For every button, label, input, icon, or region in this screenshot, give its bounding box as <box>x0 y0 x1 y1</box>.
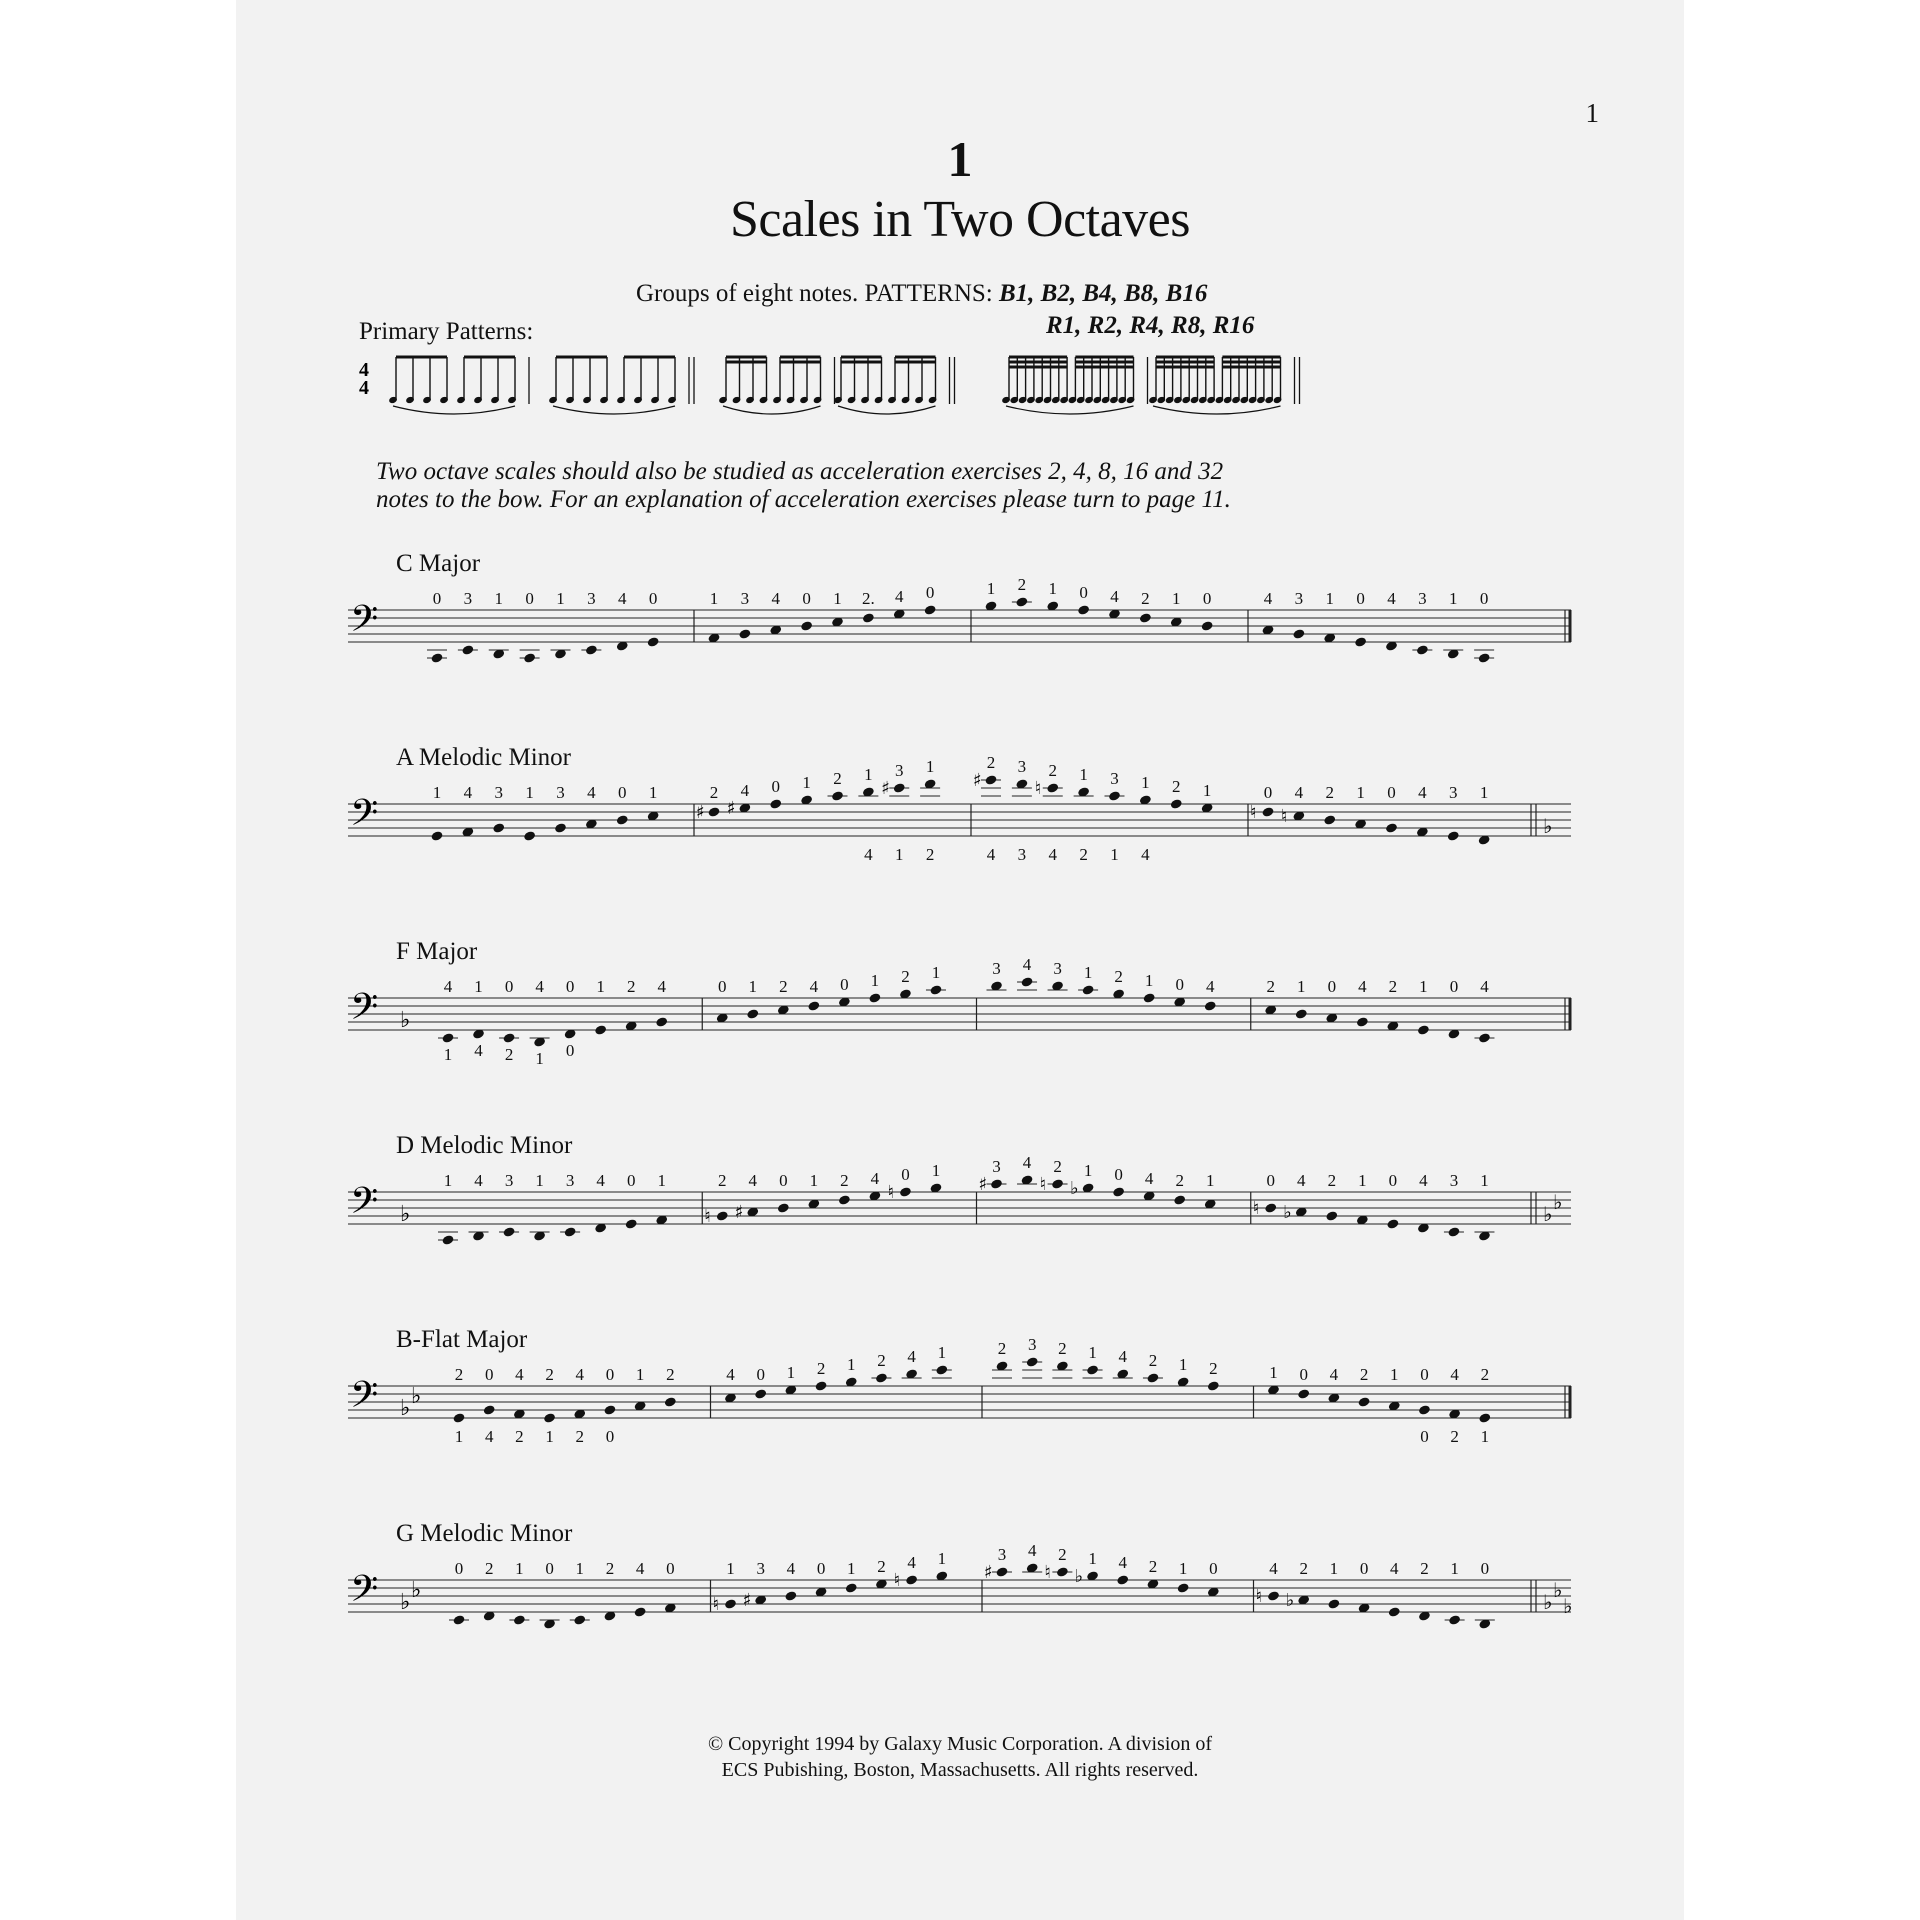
fingering-above: 1 <box>1178 1355 1188 1374</box>
fingering-above: 0 <box>1449 977 1459 996</box>
key-flat: ♭ <box>411 1383 422 1408</box>
fingering-above: 1 <box>648 783 658 802</box>
time-signature-bottom: 4 <box>359 377 369 399</box>
fingering-above: 4 <box>1418 783 1427 802</box>
fingering-below: 2 <box>504 1045 514 1064</box>
fingering-above: 4 <box>809 977 819 996</box>
notehead <box>1056 1566 1069 1578</box>
fingering-above: 1 <box>986 579 996 598</box>
fingering-above: 2 <box>1420 1559 1429 1578</box>
notehead <box>1448 1614 1461 1626</box>
fingering-above: 4 <box>748 1171 758 1190</box>
fingering-above: 1 <box>748 977 758 996</box>
bass-clef-icon: 𝄢 <box>350 1374 379 1425</box>
fingering-above: 3 <box>504 1171 514 1190</box>
notehead <box>1267 1590 1280 1602</box>
fingering-above: 0 <box>1388 1171 1398 1190</box>
accidental: ♭ <box>1070 1178 1079 1199</box>
fingering-below: 2 <box>575 1427 584 1446</box>
fingering-above: 2 <box>1359 1365 1369 1384</box>
fingering-below: 4 <box>986 845 996 864</box>
fingering-above: 1 <box>833 589 842 608</box>
fingering-above: 1 <box>1325 589 1334 608</box>
fingering-above: 1 <box>786 1363 796 1382</box>
fingering-above: 1 <box>937 1343 947 1362</box>
accidental: ♯ <box>734 1202 744 1223</box>
fingering-above: 3 <box>1027 1335 1037 1354</box>
fingering-above: 2 <box>454 1365 464 1384</box>
fingering-above: 2 <box>1327 1171 1337 1190</box>
fingering-above: 4 <box>895 587 904 606</box>
fingering-above: 1 <box>870 971 880 990</box>
fingering-below: 1 <box>895 845 904 864</box>
fingering-above: 0 <box>1114 1165 1123 1184</box>
notehead <box>1177 1582 1190 1594</box>
bass-clef-icon: 𝄢 <box>350 792 379 843</box>
key-flat: ♭ <box>400 1201 411 1226</box>
fingering-above: 4 <box>1205 977 1215 996</box>
notehead <box>1388 1606 1401 1618</box>
notehead <box>784 1590 797 1602</box>
fingering-above: 0 <box>648 589 658 608</box>
fingering-above: 2 <box>779 977 788 996</box>
fingering-above: 3 <box>1449 1171 1459 1190</box>
fingering-above: 4 <box>443 977 453 996</box>
fingering-above: 0 <box>1202 589 1212 608</box>
fingering-above: 3 <box>1449 783 1458 802</box>
fingering-above: 4 <box>1263 589 1273 608</box>
fingering-above: 1 <box>1083 963 1093 982</box>
fingering-above: 1 <box>1202 781 1212 800</box>
fingering-above: 2 <box>1172 777 1181 796</box>
accidental: ♮ <box>887 1182 894 1203</box>
fingering-above: 1 <box>1178 1559 1188 1578</box>
fingering-above: 3 <box>992 959 1001 978</box>
fingering-above: 4 <box>870 1169 880 1188</box>
accidental: ♯ <box>973 770 982 791</box>
fingering-below: 4 <box>484 1427 494 1446</box>
fingering-above: 2 <box>718 1171 727 1190</box>
fingering-above: 2. <box>862 589 875 608</box>
fingering-above: 2 <box>1017 575 1027 594</box>
accidental: ♮ <box>1044 1562 1051 1583</box>
fingering-above: 3 <box>992 1157 1001 1176</box>
fingering-above: 0 <box>454 1559 464 1578</box>
fingering-above: 4 <box>1297 1171 1306 1190</box>
fingering-above: 4 <box>1450 1365 1459 1384</box>
scale-title: G Melodic Minor <box>396 1520 573 1547</box>
notehead <box>845 1582 858 1594</box>
fingering-above: 0 <box>1299 1365 1308 1384</box>
music-page <box>236 0 1684 1920</box>
notehead <box>724 1598 737 1610</box>
fingering-above: 4 <box>1118 1553 1127 1572</box>
fingering-below: 1 <box>454 1427 464 1446</box>
fingering-above: 4 <box>907 1347 916 1366</box>
next-key-flat: ♭ <box>1543 1204 1553 1226</box>
chapter-number: 1 <box>947 131 973 187</box>
fingering-above: 1 <box>657 1171 666 1190</box>
next-key-flat: ♭ <box>1543 816 1553 838</box>
fingering-above: 0 <box>626 1171 636 1190</box>
fingering-above: 2 <box>1148 1351 1158 1370</box>
next-key-flat: ♭ <box>1553 1192 1563 1214</box>
fingering-above: 0 <box>1079 583 1088 602</box>
fingering-above: 4 <box>618 589 627 608</box>
fingering-above: 3 <box>565 1171 575 1190</box>
fingering-above: 1 <box>1329 1559 1339 1578</box>
notehead <box>995 1566 1008 1578</box>
accidental: ♯ <box>978 1174 988 1195</box>
fingering-above: 2 <box>840 1171 849 1190</box>
fingering-below: 1 <box>443 1045 453 1064</box>
fingering-above: 1 <box>1449 589 1458 608</box>
fingering-above: 1 <box>575 1559 584 1578</box>
fingering-above: 3 <box>556 783 565 802</box>
accidental: ♭ <box>1285 1590 1295 1611</box>
fingering-above: 0 <box>545 1559 554 1578</box>
fingering-above: 2 <box>1148 1557 1158 1576</box>
fingering-above: 4 <box>786 1559 796 1578</box>
fingering-above: 0 <box>1479 589 1489 608</box>
fingering-above: 2 <box>997 1339 1007 1358</box>
fingering-above: 4 <box>657 977 666 996</box>
fingering-above: 4 <box>1110 587 1119 606</box>
fingering-above: 4 <box>1269 1559 1278 1578</box>
fingering-above: 1 <box>1356 783 1365 802</box>
fingering-below: 4 <box>864 845 873 864</box>
fingering-above: 2 <box>877 1351 886 1370</box>
fingering-above: 1 <box>864 765 873 784</box>
fingering-above: 1 <box>847 1559 856 1578</box>
fingering-above: 2 <box>626 977 636 996</box>
fingering-above: 1 <box>726 1559 735 1578</box>
fingering-above: 2 <box>1480 1365 1490 1384</box>
scale-staff <box>236 0 1684 1920</box>
accidental: ♮ <box>1280 806 1288 827</box>
fingering-above: 4 <box>1118 1347 1127 1366</box>
next-key-flat: ♭ <box>1543 1592 1553 1614</box>
fingering-above: 1 <box>474 977 483 996</box>
fingering-above: 1 <box>1450 1559 1459 1578</box>
fingering-above: 0 <box>618 783 627 802</box>
fingering-above: 2 <box>1114 967 1123 986</box>
fingering-above: 1 <box>525 783 534 802</box>
fingering-above: 0 <box>1327 977 1337 996</box>
fingering-above: 1 <box>809 1171 819 1190</box>
fingering-above: 1 <box>635 1365 645 1384</box>
fingering-above: 2 <box>709 783 719 802</box>
fingering-above: 4 <box>1387 589 1396 608</box>
fingering-below: 1 <box>1480 1427 1490 1446</box>
fingering-above: 4 <box>635 1559 645 1578</box>
fingering-above: 4 <box>1027 1541 1037 1560</box>
fingering-above: 0 <box>666 1559 675 1578</box>
accidental: ♭ <box>1283 1202 1292 1223</box>
accidental: ♯ <box>696 802 705 823</box>
fingering-above: 4 <box>575 1365 584 1384</box>
fingering-above: 1 <box>1079 765 1088 784</box>
fingering-above: 1 <box>556 589 565 608</box>
notehead <box>1327 1598 1340 1610</box>
accidental: ♮ <box>1039 1174 1046 1195</box>
copyright-line2: ECS Pubishing, Boston, Massachusetts. All rights reserved. <box>721 1759 1199 1781</box>
fingering-above: 3 <box>1017 757 1027 776</box>
fingering-above: 4 <box>474 1171 483 1190</box>
fingering-below: 0 <box>605 1427 615 1446</box>
fingering-above: 1 <box>802 773 811 792</box>
fingering-below: 1 <box>535 1049 544 1068</box>
fingering-above: 1 <box>1390 1365 1399 1384</box>
fingering-below: 2 <box>1079 845 1088 864</box>
fingering-above: 3 <box>494 783 503 802</box>
time-signature-top: 4 <box>359 359 369 381</box>
fingering-above: 1 <box>1480 1171 1489 1190</box>
fingering-above: 1 <box>1205 1171 1215 1190</box>
fingering-above: 2 <box>1209 1359 1218 1378</box>
fingering-above: 4 <box>1480 977 1489 996</box>
fingering-above: 2 <box>1325 783 1334 802</box>
fingering-above: 2 <box>666 1365 675 1384</box>
fingering-above: 2 <box>1266 977 1275 996</box>
fingering-above: 2 <box>816 1359 826 1378</box>
fingering-above: 3 <box>756 1559 765 1578</box>
fingering-below: 4 <box>1048 845 1057 864</box>
key-flat: ♭ <box>411 1577 422 1602</box>
fingering-above: 4 <box>1144 1169 1154 1188</box>
fingering-above: 2 <box>605 1559 615 1578</box>
scale-title: D Melodic Minor <box>396 1132 573 1159</box>
fingering-above: 3 <box>895 761 904 780</box>
fingering-above: 3 <box>997 1545 1007 1564</box>
fingering-below: 3 <box>1017 845 1027 864</box>
fingering-below: 2 <box>1450 1427 1459 1446</box>
acceleration-note-line1: Two octave scales should also be studied as acceleration exercises 2, 4, 8, 16 and 32 <box>376 458 1224 485</box>
fingering-above: 1 <box>1083 1161 1093 1180</box>
fingering-above: 0 <box>718 977 727 996</box>
patterns-intro: Groups of eight notes. PATTERNS: <box>636 280 993 307</box>
fingering-above: 2 <box>545 1365 554 1384</box>
fingering-above: 0 <box>1209 1559 1218 1578</box>
fingering-above: 1 <box>1172 589 1181 608</box>
fingering-above: 2 <box>1141 589 1150 608</box>
acceleration-note-line2: notes to the bow. For an explanation of acceleration exercises please turn to page 11. <box>376 486 1231 513</box>
fingering-above: 3 <box>1110 769 1119 788</box>
fingering-above: 4 <box>1419 1171 1428 1190</box>
fingering-above: 0 <box>771 777 780 796</box>
fingering-above: 1 <box>1141 773 1150 792</box>
page-number: 1 <box>1585 98 1599 128</box>
fingering-above: 1 <box>443 1171 453 1190</box>
fingering-below: 0 <box>1420 1427 1429 1446</box>
accidental: ♯ <box>742 1590 752 1611</box>
fingering-above: 1 <box>931 1161 941 1180</box>
bass-clef-icon: 𝄢 <box>350 598 379 649</box>
notehead <box>452 1614 465 1626</box>
fingering-above: 4 <box>1358 977 1367 996</box>
fingering-above: 2 <box>877 1557 886 1576</box>
accidental: ♮ <box>704 1206 711 1227</box>
fingering-above: 0 <box>779 1171 788 1190</box>
fingering-above: 1 <box>847 1355 856 1374</box>
accidental: ♮ <box>893 1570 901 1591</box>
fingering-above: 4 <box>535 977 544 996</box>
notehead <box>573 1614 586 1626</box>
notehead <box>905 1574 918 1586</box>
accidental: ♯ <box>881 778 890 799</box>
fingering-above: 2 <box>1388 977 1398 996</box>
fingering-above: 0 <box>1356 589 1365 608</box>
fingering-below: 4 <box>474 1041 483 1060</box>
fingering-above: 1 <box>709 589 719 608</box>
fingering-above: 4 <box>726 1365 735 1384</box>
next-key-flat: ♭ <box>1563 1596 1573 1618</box>
fingering-above: 0 <box>802 589 811 608</box>
fingering-above: 1 <box>1088 1549 1097 1568</box>
fingering-above: 0 <box>432 589 442 608</box>
fingering-above: 0 <box>1175 975 1184 994</box>
fingering-above: 3 <box>1418 589 1427 608</box>
fingering-above: 1 <box>1088 1343 1097 1362</box>
fingering-above: 0 <box>840 975 849 994</box>
fingering-above: 2 <box>833 769 842 788</box>
scale-title: F Major <box>396 938 478 965</box>
fingering-above: 0 <box>605 1365 615 1384</box>
fingering-below: 0 <box>565 1041 575 1060</box>
fingering-above: 1 <box>515 1559 524 1578</box>
fingering-above: 4 <box>1022 955 1032 974</box>
fingering-above: 0 <box>1359 1559 1369 1578</box>
fingering-above: 4 <box>1022 1153 1032 1172</box>
fingering-above: 0 <box>504 977 514 996</box>
fingering-above: 0 <box>925 583 935 602</box>
fingering-above: 2 <box>484 1559 494 1578</box>
accidental: ♮ <box>1255 1586 1262 1607</box>
scale-title: A Melodic Minor <box>396 744 571 771</box>
primary-patterns-label: Primary Patterns: <box>359 318 534 345</box>
fingering-above: 1 <box>596 977 605 996</box>
fingering-below: 2 <box>515 1427 524 1446</box>
fingering-above: 0 <box>1480 1559 1490 1578</box>
accidental: ♯ <box>984 1562 993 1583</box>
fingering-above: 4 <box>515 1365 524 1384</box>
chapter-title: Scales in Two Octaves <box>729 191 1190 248</box>
scale-title: C Major <box>396 550 481 577</box>
fingering-above: 1 <box>1144 971 1154 990</box>
fingering-above: 1 <box>1048 579 1057 598</box>
bass-clef-icon: 𝄢 <box>350 1180 379 1231</box>
fingering-above: 3 <box>740 589 750 608</box>
notehead <box>1116 1574 1129 1586</box>
next-key-flat: ♭ <box>1553 1580 1563 1602</box>
key-flat: ♭ <box>400 1395 411 1420</box>
fingering-above: 0 <box>1263 783 1273 802</box>
accidental: ♯ <box>726 798 736 819</box>
notehead <box>513 1614 526 1626</box>
fingering-below: 1 <box>545 1427 554 1446</box>
bass-clef-icon: 𝄢 <box>350 986 379 1037</box>
fingering-above: 1 <box>1419 977 1428 996</box>
fingering-above: 1 <box>1479 783 1489 802</box>
patterns-b-list: B1, B2, B4, B8, B16 <box>998 280 1208 307</box>
fingering-above: 1 <box>937 1549 947 1568</box>
fingering-above: 4 <box>587 783 596 802</box>
fingering-above: 3 <box>463 589 473 608</box>
fingering-above: 4 <box>1294 783 1304 802</box>
patterns-r-list: R1, R2, R4, R8, R16 <box>1046 312 1255 339</box>
fingering-above: 0 <box>484 1365 494 1384</box>
fingering-above: 3 <box>1053 959 1062 978</box>
fingering-above: 0 <box>1420 1365 1429 1384</box>
copyright-line1: © Copyright 1994 by Galaxy Music Corporation. A division of <box>707 1733 1213 1755</box>
fingering-above: 2 <box>1299 1559 1308 1578</box>
fingering-above: 0 <box>756 1365 765 1384</box>
scale-title: B-Flat Major <box>396 1326 528 1353</box>
fingering-above: 3 <box>1294 589 1304 608</box>
fingering-above: 4 <box>907 1553 916 1572</box>
fingering-above: 2 <box>986 753 996 772</box>
key-flat: ♭ <box>400 1007 411 1032</box>
fingering-below: 4 <box>1141 845 1150 864</box>
fingering-above: 0 <box>816 1559 826 1578</box>
fingering-above: 1 <box>931 963 941 982</box>
accidental: ♭ <box>1074 1566 1084 1587</box>
fingering-above: 1 <box>432 783 442 802</box>
fingering-above: 0 <box>565 977 575 996</box>
fingering-above: 1 <box>1297 977 1306 996</box>
fingering-above: 4 <box>771 589 780 608</box>
fingering-above: 0 <box>525 589 534 608</box>
fingering-above: 1 <box>494 589 503 608</box>
key-flat: ♭ <box>400 1589 411 1614</box>
fingering-above: 4 <box>1390 1559 1399 1578</box>
notehead <box>634 1606 647 1618</box>
fingering-below: 1 <box>1110 845 1119 864</box>
accidental: ♮ <box>1250 802 1257 823</box>
fingering-above: 4 <box>1329 1365 1339 1384</box>
fingering-above: 1 <box>1269 1363 1278 1382</box>
fingering-above: 2 <box>1048 761 1057 780</box>
fingering-above: 2 <box>1058 1339 1067 1358</box>
fingering-above: 0 <box>1387 783 1396 802</box>
fingering-above: 0 <box>901 1165 910 1184</box>
fingering-below: 2 <box>925 845 935 864</box>
accidental: ♮ <box>712 1594 719 1615</box>
fingering-above: 2 <box>901 967 910 986</box>
fingering-above: 1 <box>535 1171 544 1190</box>
fingering-above: 0 <box>1266 1171 1275 1190</box>
fingering-above: 2 <box>1053 1157 1062 1176</box>
fingering-above: 2 <box>1175 1171 1184 1190</box>
fingering-above: 1 <box>1358 1171 1367 1190</box>
fingering-above: 4 <box>463 783 473 802</box>
fingering-above: 4 <box>596 1171 605 1190</box>
fingering-above: 4 <box>740 781 750 800</box>
fingering-above: 1 <box>925 757 935 776</box>
fingering-above: 3 <box>587 589 596 608</box>
bass-clef-icon: 𝄢 <box>350 1568 379 1619</box>
accidental: ♮ <box>1252 1198 1260 1219</box>
accidental: ♮ <box>1034 778 1042 799</box>
fingering-above: 2 <box>1058 1545 1067 1564</box>
